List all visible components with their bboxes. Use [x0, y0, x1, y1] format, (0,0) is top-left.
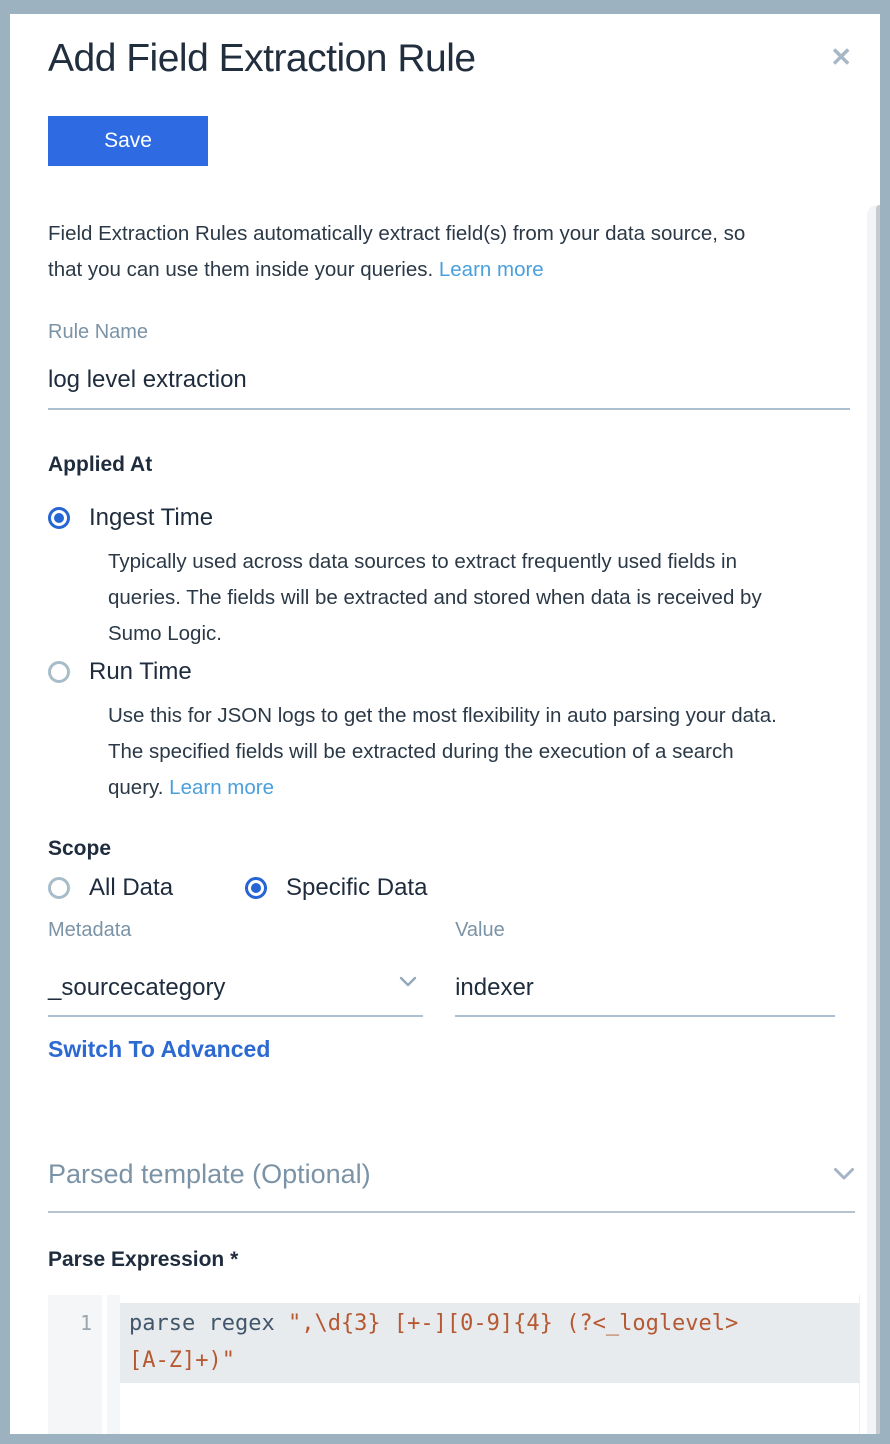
- learn-more-link-run-time[interactable]: Learn more: [169, 776, 275, 799]
- radio-button-ingest-time[interactable]: [48, 507, 70, 529]
- editor-code-area[interactable]: [120, 1295, 860, 1434]
- code-row-1: [129, 1305, 859, 1342]
- code-string-part1: ",\d{3} [+-][0-9]{4} (?<_loglevel>: [287, 1311, 739, 1336]
- code-keyword: parse regex: [129, 1311, 288, 1336]
- add-field-extraction-rule-dialog: [10, 14, 880, 1434]
- run-time-description-text: Use this for JSON logs to get the most flexibility in auto parsing your data. The specified fields will be extracted during the execution of a search query.: [108, 704, 777, 799]
- value-label: Value: [455, 919, 505, 941]
- radio-dot: [54, 883, 64, 893]
- radio-label-specific-data: Specific Data: [286, 874, 428, 901]
- line-number: 1: [79, 1311, 92, 1335]
- radio-option-specific-data[interactable]: [245, 874, 427, 902]
- save-button[interactable]: Save: [48, 116, 208, 166]
- scope-heading: Scope: [48, 837, 112, 860]
- code-string-part2: [A-Z]+)": [129, 1348, 235, 1373]
- metadata-dropdown-value: _sourcecategory: [48, 974, 226, 1001]
- parse-expression-label: Parse Expression *: [48, 1248, 239, 1271]
- radio-dot: [54, 667, 64, 677]
- run-time-description: [108, 698, 788, 806]
- parsed-template-section[interactable]: [48, 1157, 855, 1213]
- editor-line-number-gutter: [48, 1295, 102, 1434]
- scrollbar[interactable]: [867, 205, 880, 1434]
- dialog-header: [10, 14, 880, 82]
- radio-label-ingest-time: Ingest Time: [89, 504, 214, 531]
- applied-at-heading: Applied At: [48, 453, 153, 476]
- code-active-line[interactable]: [120, 1303, 859, 1383]
- chevron-down-icon[interactable]: [833, 1167, 855, 1181]
- parse-expression-editor[interactable]: [48, 1295, 860, 1434]
- learn-more-link[interactable]: Learn more: [438, 258, 544, 281]
- metadata-label: Metadata: [48, 919, 132, 941]
- scope-radio-group: [48, 874, 835, 902]
- rule-name-input[interactable]: log level extraction: [48, 366, 850, 410]
- ingest-time-description: Typically used across data sources to extract frequently used fields in queries. The fields will be extracted and stored when data is received by Sumo Logic.: [108, 550, 762, 645]
- radio-option-ingest-time[interactable]: [48, 504, 835, 532]
- chevron-down-icon: [399, 976, 417, 988]
- radio-option-run-time[interactable]: [48, 658, 835, 686]
- radio-dot: [54, 513, 64, 523]
- radio-button-all-data[interactable]: [48, 877, 70, 899]
- editor-fold-gutter: [107, 1295, 120, 1434]
- value-input[interactable]: indexer: [455, 974, 835, 1017]
- radio-button-specific-data[interactable]: [245, 877, 267, 899]
- radio-option-all-data[interactable]: [48, 874, 173, 902]
- parsed-template-label: Parsed template (Optional): [48, 1159, 371, 1189]
- rule-name-label: Rule Name: [48, 321, 149, 343]
- code-row-2: [129, 1342, 859, 1379]
- switch-to-advanced-link[interactable]: Switch To Advanced: [48, 1036, 271, 1062]
- radio-label-all-data: All Data: [89, 874, 174, 901]
- dialog-title: Add Field Extraction Rule: [48, 37, 476, 80]
- metadata-dropdown[interactable]: [48, 974, 423, 1017]
- description-text: Field Extraction Rules automatically extract field(s) from your data source, so that you can use them inside your queries.: [48, 222, 746, 281]
- close-icon[interactable]: ✕: [830, 42, 852, 72]
- scope-fields: [48, 918, 835, 1017]
- radio-button-run-time[interactable]: [48, 661, 70, 683]
- radio-dot: [251, 883, 261, 893]
- dialog-description: [48, 216, 778, 288]
- scrollbar-thumb[interactable]: [876, 205, 880, 1434]
- radio-label-run-time: Run Time: [89, 658, 192, 685]
